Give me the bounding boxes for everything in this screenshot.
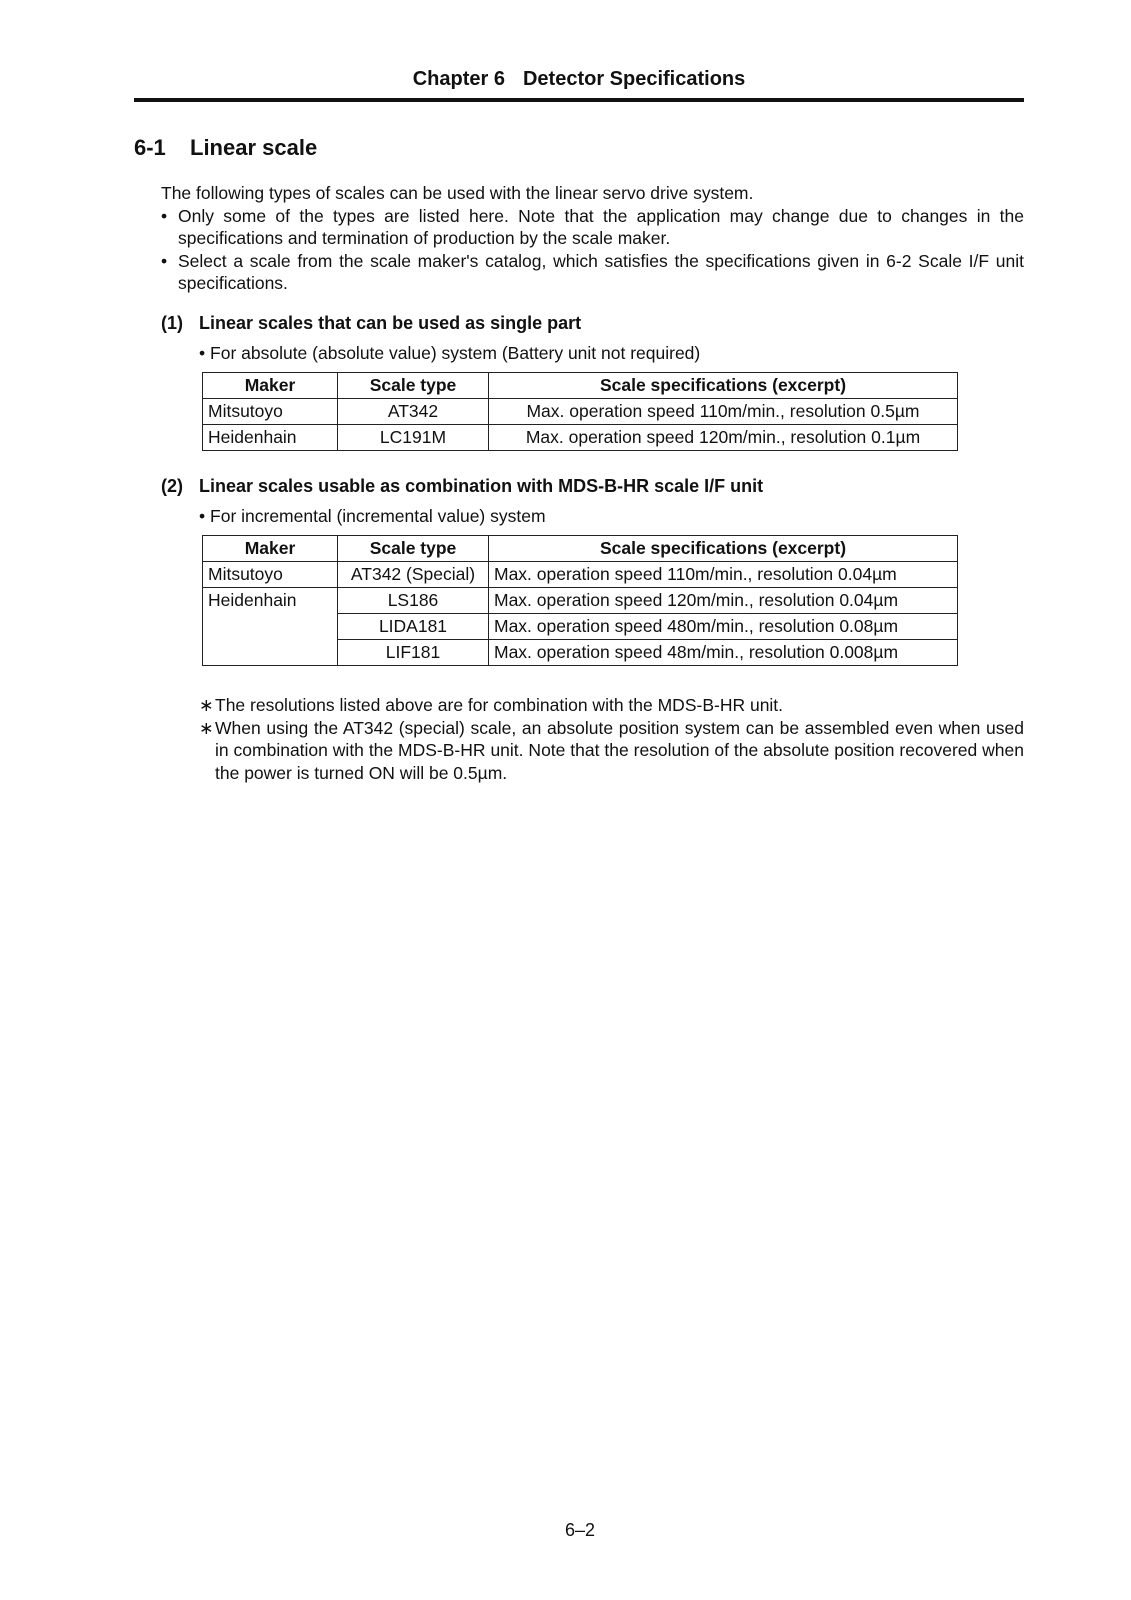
cell-scale-type: LC191M <box>338 425 489 451</box>
cell-specs: Max. operation speed 120m/min., resolution 0.1µm <box>489 425 958 451</box>
bullet-icon: • <box>161 250 168 271</box>
subsection-1-heading <box>161 313 581 334</box>
cell-specs: Max. operation speed 480m/min., resolution 0.08µm <box>489 614 958 640</box>
bullet-icon: • <box>199 343 206 363</box>
section-number: 6-1 <box>134 135 166 160</box>
bullet-text: Select a scale from the scale maker's catalog, which satisfies the specifications given in 6-2 Scale I/F unit specifications. <box>178 250 1024 293</box>
cell-specs: Max. operation speed 110m/min., resolution 0.5µm <box>489 399 958 425</box>
subsection-title: Linear scales that can be used as single part <box>199 313 582 333</box>
subsection-2-bullet <box>199 506 546 527</box>
header-scale-type: Scale type <box>338 373 489 399</box>
page-header <box>134 68 1024 91</box>
cell-specs: Max. operation speed 48m/min., resolution 0.008µm <box>489 640 958 666</box>
subsection-number: (2) <box>161 476 183 496</box>
cell-maker: Mitsutoyo <box>203 399 338 425</box>
table-row <box>203 588 958 614</box>
table-row <box>203 425 958 451</box>
list-item <box>199 694 1024 717</box>
header-specs: Scale specifications (excerpt) <box>489 373 958 399</box>
cell-maker: Heidenhain <box>203 588 338 666</box>
intro-block <box>161 182 1024 295</box>
table-hr-combination-scales <box>202 535 958 666</box>
bullet-text: For incremental (incremental value) system <box>210 506 546 526</box>
page-number: 6–2 <box>564 1520 596 1540</box>
header-specs: Scale specifications (excerpt) <box>489 536 958 562</box>
subsection-2-heading <box>161 476 763 497</box>
section-heading <box>134 135 317 161</box>
cell-maker: Heidenhain <box>203 425 338 451</box>
note-text: The resolutions listed above are for combination with the MDS-B-HR unit. <box>215 695 784 715</box>
table-single-part-scales <box>202 372 958 451</box>
table-header-row <box>203 536 958 562</box>
bullet-text: Only some of the types are listed here. Note that the application may change due to changes in the specifications and termination of production by the scale maker. <box>178 205 1024 248</box>
chapter-label: Chapter 6 <box>412 68 505 90</box>
header-rule <box>134 98 1024 102</box>
header-scale-type: Scale type <box>338 536 489 562</box>
bullet-text: For absolute (absolute value) system (Battery unit not required) <box>210 343 701 363</box>
cell-scale-type: AT342 (Special) <box>338 562 489 588</box>
cell-maker: Mitsutoyo <box>203 562 338 588</box>
subsection-title: Linear scales usable as combination with MDS-B-HR scale I/F unit <box>199 476 764 496</box>
list-item <box>161 250 1024 295</box>
subsection-number: (1) <box>161 313 183 333</box>
section-title: Linear scale <box>190 135 318 160</box>
table-row <box>203 399 958 425</box>
intro-text: The following types of scales can be used with the linear servo drive system. <box>161 183 754 203</box>
cell-scale-type: LIF181 <box>338 640 489 666</box>
cell-specs: Max. operation speed 120m/min., resolution 0.04µm <box>489 588 958 614</box>
list-item <box>199 717 1024 785</box>
cell-specs: Max. operation speed 110m/min., resolution 0.04µm <box>489 562 958 588</box>
cell-scale-type: LIDA181 <box>338 614 489 640</box>
header-maker: Maker <box>203 536 338 562</box>
bullet-icon: • <box>161 205 168 226</box>
table-row <box>203 562 958 588</box>
list-item <box>161 205 1024 250</box>
asterisk-icon: ∗ <box>199 717 214 738</box>
cell-scale-type: AT342 <box>338 399 489 425</box>
note-text: When using the AT342 (special) scale, an absolute position system can be assembled even when used in combination with the MDS-B-HR unit. Note that the resolution of the absolute position recovered when the power is turned ON will be 0.5µm. <box>215 717 1024 783</box>
asterisk-icon: ∗ <box>199 695 214 715</box>
table-header-row <box>203 373 958 399</box>
bullet-icon: • <box>199 506 206 526</box>
notes-block <box>199 694 1024 784</box>
header-maker: Maker <box>203 373 338 399</box>
subsection-1-bullet <box>199 343 700 364</box>
chapter-title: Detector Specifications <box>522 68 746 90</box>
cell-scale-type: LS186 <box>338 588 489 614</box>
